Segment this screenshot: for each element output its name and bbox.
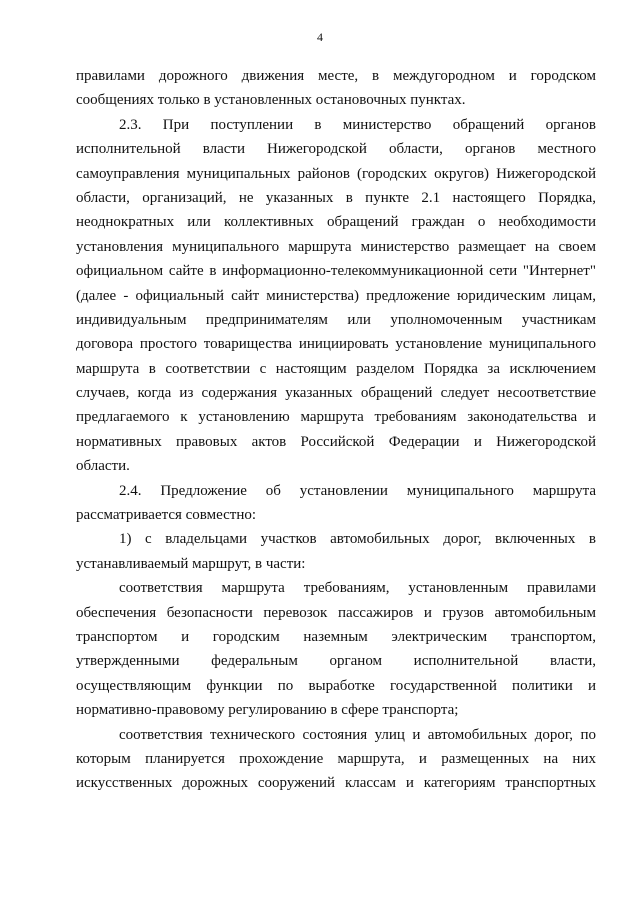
text-line: устанавливаемый маршрут, в части: <box>76 555 306 572</box>
paragraph <box>76 576 596 722</box>
paragraph-2-3 <box>76 113 596 479</box>
text-line: области, организаций, не указанных в пункте 2.1 настоящего Порядка, <box>76 189 596 206</box>
text-line: правилами дорожного движения месте, в междугородном и городском <box>76 68 596 84</box>
text-line: установления муниципального маршрута министерство размещает на своем <box>76 238 596 255</box>
text-line: искусственных дорожных сооружений классам и категориям транспортных <box>76 775 596 792</box>
paragraph-2-4 <box>76 479 596 528</box>
text-line: утвержденными федеральным органом исполнительной власти, <box>76 653 596 670</box>
text-line: сообщениях только в установленных остановочных пунктах. <box>76 92 466 109</box>
text-line: области. <box>76 458 130 475</box>
text-line: 1) с владельцами участков автомобильных дорог, включенных в <box>119 531 596 548</box>
text-line: 2.3. При поступлении в министерство обращений органов <box>119 116 596 133</box>
text-line: случаев, когда из содержания указанных обращений следует несоответствие <box>76 385 596 402</box>
paragraph <box>76 723 596 796</box>
text-line: нормативных правовых актов Российской Федерации и Нижегородской <box>76 433 596 450</box>
text-line: осуществляющим функции по выработке государственной политики и <box>76 677 596 694</box>
text-line: рассматривается совместно: <box>76 507 257 524</box>
text-line: официальном сайте в информационно-телекоммуникационной сети "Интернет" <box>76 263 596 280</box>
text-line: 2.4. Предложение об установлении муниципального маршрута <box>119 482 596 499</box>
paragraph <box>76 64 596 113</box>
text-line: маршрута в соответствии с настоящим разделом Порядка за исключением <box>76 360 596 377</box>
text-line: исполнительной власти Нижегородской области, органов местного <box>76 141 596 158</box>
paragraph-item-1 <box>76 527 596 576</box>
text-line: которым планируется прохождение маршрута, и размещенных на них <box>76 750 596 767</box>
text-line: соответствия маршрута требованиям, установленным правилами <box>119 580 596 597</box>
text-line: нормативно-правовому регулированию в сфере транспорта; <box>76 702 459 719</box>
text-line: обеспечения безопасности перевозок пассажиров и грузов автомобильным <box>76 604 596 621</box>
text-line: самоуправления муниципальных районов (городских округов) Нижегородской <box>76 165 596 182</box>
text-line: (далее - официальный сайт министерства) предложение юридическим лицам, <box>76 287 596 304</box>
text-line: индивидуальным предпринимателям или уполномоченным участникам <box>76 311 596 328</box>
page-number: 4 <box>317 30 323 44</box>
text-line: договора простого товарищества инициировать установление муниципального <box>76 336 596 353</box>
text-line: неоднократных или коллективных обращений граждан о необходимости <box>76 214 596 231</box>
document-body <box>76 64 596 796</box>
text-line: транспортом и городским наземным электрическим транспортом, <box>76 628 596 645</box>
text-line: предлагаемого к установлению маршрута требованиям законодательства и <box>76 409 596 426</box>
text-line: соответствия технического состояния улиц и автомобильных дорог, по <box>119 726 596 743</box>
